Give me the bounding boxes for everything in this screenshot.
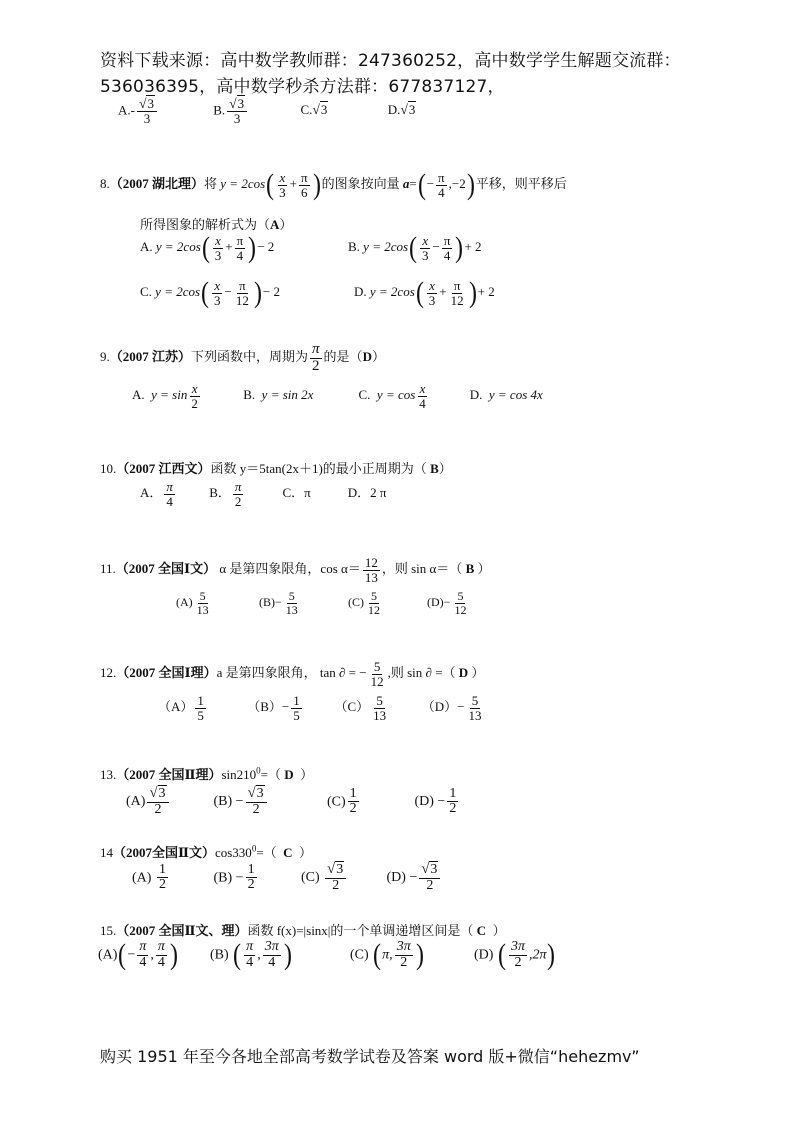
header-line-1: 资料下载来源：高中数学教师群：247360252，高中数学学生解题交流群： <box>100 51 681 71</box>
q15-option-a: (A)(− $\frac{\pi}{4}$ , $\frac{\pi}{4}$ ) <box>98 938 178 972</box>
q8-stem-line-2: 所得图象的解析式为（A） <box>140 217 293 232</box>
q15-answer: C <box>476 923 487 938</box>
q10-options <box>140 480 386 508</box>
q7-option-c: C.√3 <box>300 102 328 118</box>
q8-option-b: B. y = 2cos( $\frac{x}{3}$ − $\frac{\pi}{4}$ )+ 2 <box>348 231 482 264</box>
q9-option-a: A. y = sin $\frac{x}{2}$ <box>132 381 198 411</box>
q10-answer: B <box>430 461 439 476</box>
q14-answer: C <box>283 845 293 860</box>
q8-answer: A <box>270 217 280 232</box>
q15-option-c: (C) (π, $\frac{3\pi}{2}$ ) <box>350 938 424 972</box>
q12-option-b: （B）− $\frac{1}{5}$ <box>247 693 300 723</box>
q9-option-c: C. y = cos $\frac{x}{4}$ <box>358 381 426 411</box>
q10-stem: 10.（2007 江西文）函数 y＝5tan(2x＋1)的最小正周期为（ B） <box>100 461 452 476</box>
q7-option-d: D.√3 <box>387 102 416 118</box>
q12-stem: 12.（2007 全国Ⅰ理）a 是第四象限角， tan ∂ = − $\frac{5}{12}$ ,则 sin ∂ =（ D ） <box>100 659 485 689</box>
footer-promo: 购买 1951 年至今各地全部高考数学试卷及答案 word 版+微信“hehezmv” <box>100 1047 640 1066</box>
q14-options <box>132 862 442 893</box>
q13-option-b: (B) − $\frac{√3}{2}$ <box>214 786 324 817</box>
q8-option-c: C. y = 2cos( $\frac{x}{3}$ − $\frac{\pi}{12}$ )− 2 <box>140 276 280 309</box>
q7-options <box>118 97 416 126</box>
q11-options <box>176 590 470 616</box>
q14-option-c: (C) $\frac{√3}{2}$ <box>301 862 383 893</box>
q13-options <box>126 786 460 817</box>
q14-option-b: (B) − $\frac{1}{2}$ <box>213 861 255 893</box>
q11-answer: B <box>465 561 475 577</box>
q12-answer: D <box>458 665 469 681</box>
q12-option-a: （A） $\frac{1}{5}$ <box>158 693 204 723</box>
q13-option-a: (A) $\frac{√3}{2}$ <box>126 786 210 817</box>
q12-option-d: （D）− $\frac{5}{13}$ <box>421 693 482 723</box>
q7-option-b: B. $\frac{√3}{3}$ <box>213 97 297 126</box>
q15-option-b: (B) ( $\frac{\pi}{4}$ , $\frac{3\pi}{4}$ ) <box>210 938 292 972</box>
q9-option-d: D. y = cos 4x <box>469 387 543 403</box>
q13-stem: 13.（2007 全国Ⅱ理）$\sin 210^0=$（ D ） <box>100 765 314 782</box>
q14-stem: 14（2007全国Ⅱ文）$\cos 330^0=$（ C ） <box>100 843 313 860</box>
q15-stem: 15.（2007 全国Ⅱ文、理）函数 f(x)=|sinx|的一个单调递增区间是（ C ） <box>100 923 506 938</box>
q10-option-d: D．2 π <box>347 485 387 501</box>
q10-option-b: B． $\frac{\pi}{2}$ <box>209 479 242 509</box>
q12-option-c: （C） $\frac{5}{13}$ <box>334 693 387 723</box>
q11-stem: 11.（2007 全国Ⅰ文） α 是第四象限角，cos α＝ $\frac{12}{13}$ ，则 sin α＝（ B ） <box>100 555 491 585</box>
q13-answer: D <box>284 767 294 782</box>
q15-option-d: (D) ( $\frac{3\pi}{2}$ ,2π) <box>474 938 556 972</box>
q11-option-a: (A) $\frac{5}{13}$ <box>176 589 209 617</box>
q11-option-b: (B)− $\frac{5}{13}$ <box>259 589 298 617</box>
q10-option-a: A． $\frac{\pi}{4}$ <box>140 479 173 509</box>
q11-option-d: (D)− $\frac{5}{12}$ <box>427 589 467 617</box>
q12-options <box>158 694 485 722</box>
q8-stem: 8.（2007 湖北理）将 y = 2cos( $\frac{x}{3}$ + $\frac{\pi}{6}$ )的图象按向量 a=(− $\frac{\pi}{4}$ ,−2)平移，则平移后 <box>100 168 567 201</box>
q13-option-d: (D) − $\frac{1}{2}$ <box>414 785 457 817</box>
q14-option-a: (A) $\frac{1}{2}$ <box>132 861 166 893</box>
q9-answer: D <box>362 349 372 365</box>
q11-option-c: (C) $\frac{5}{12}$ <box>348 589 380 617</box>
q13-option-c: (C) $\frac{1}{2}$ <box>327 785 357 817</box>
q9-option-b: B. y = sin 2x <box>243 387 314 403</box>
q7-option-a: A.- $\frac{√3}{3}$ <box>118 97 210 126</box>
q14-option-d: (D) − $\frac{√3}{2}$ <box>387 870 443 885</box>
q9-options <box>132 382 543 410</box>
header-line-2: 536036395，高中数学秒杀方法群：677837127， <box>100 77 505 97</box>
q10-option-c: C．π <box>282 485 311 501</box>
q8-option-a: A. y = 2cos( $\frac{x}{3}$ + $\frac{\pi}{4}$ )− 2 <box>140 231 275 264</box>
q8-option-d: D. y = 2cos( $\frac{x}{3}$ + $\frac{\pi}{12}$ )+ 2 <box>354 276 495 309</box>
q9-stem: 9.（2007 江苏）下列函数中，周期为 $\frac{\pi}{2}$ 的是（D） <box>100 341 385 374</box>
